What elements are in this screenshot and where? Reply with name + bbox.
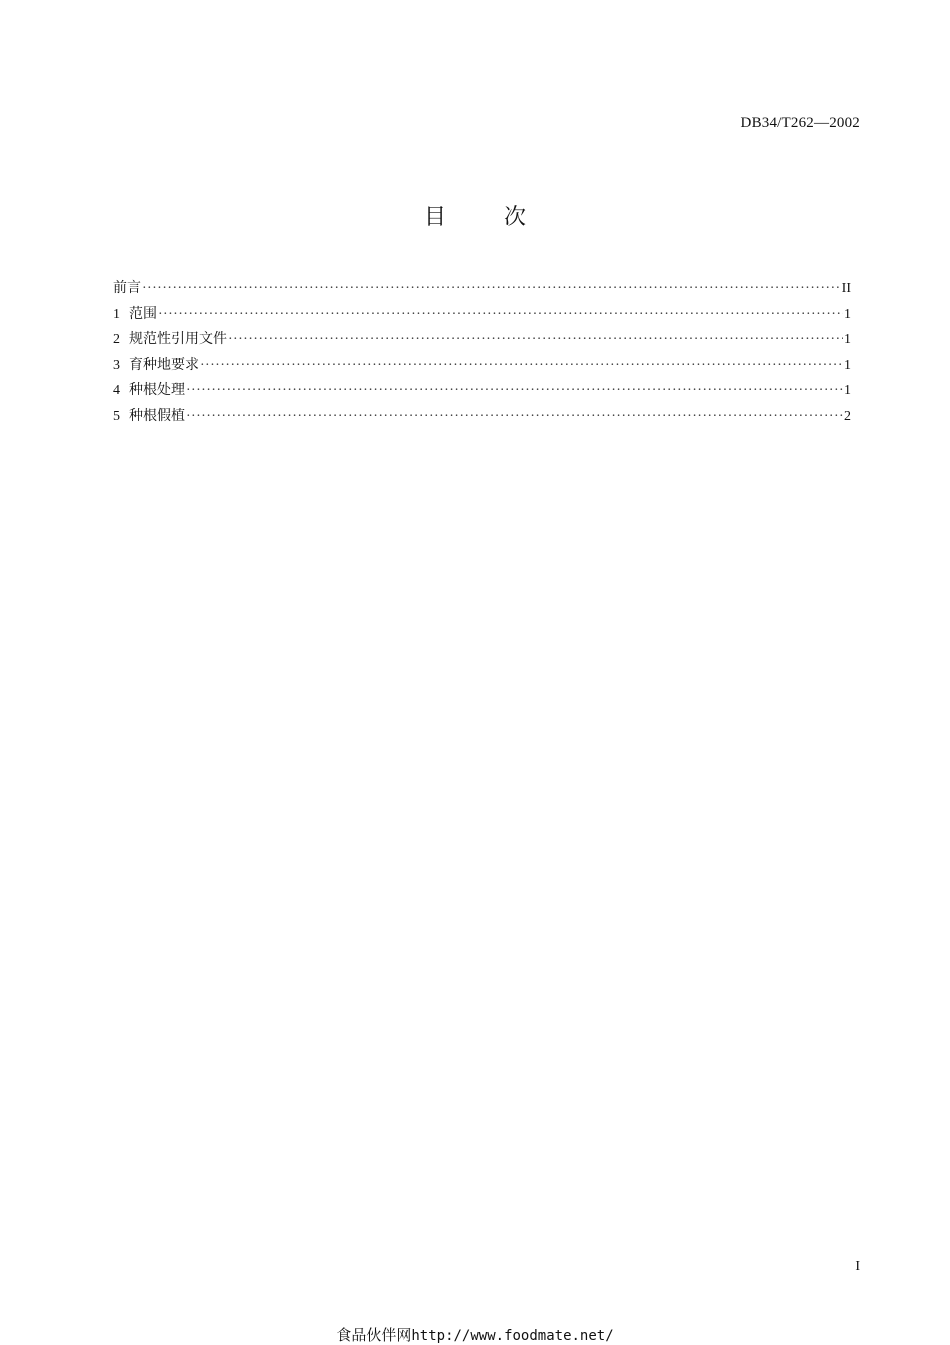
dot-leader (228, 327, 843, 353)
toc-entry-label: 前言 (113, 280, 141, 296)
toc-entry-number: 2 (113, 332, 120, 348)
toc-entry-number: 4 (113, 383, 120, 399)
dot-leader (142, 276, 841, 302)
document-code: DB34/T262—2002 (740, 115, 860, 131)
dot-leader (186, 404, 843, 430)
toc-entry-number: 3 (113, 357, 120, 373)
toc-entry-page: 1 (844, 332, 851, 348)
page-number: I (855, 1259, 860, 1274)
toc-entry-label: 种根假植 (129, 407, 185, 424)
dot-leader (186, 378, 843, 404)
toc-entry-number: 5 (113, 408, 120, 424)
toc-entry-page: 1 (844, 357, 851, 373)
table-of-contents (113, 276, 851, 430)
dot-leader (158, 302, 843, 328)
toc-entry-scope[interactable] (113, 302, 851, 328)
toc-entry-label: 种根处理 (129, 382, 185, 399)
toc-entry-root-heeling-in[interactable] (113, 404, 851, 430)
footer-url-link[interactable]: http://www.foodmate.net/ (411, 1328, 614, 1344)
toc-entry-nursery-requirements[interactable] (113, 353, 851, 379)
toc-entry-number: 1 (113, 306, 120, 322)
toc-entry-label: 育种地要求 (129, 356, 199, 373)
toc-entry-label: 规范性引用文件 (129, 331, 227, 348)
toc-entry-normative-references[interactable] (113, 327, 851, 353)
toc-entry-page: 1 (844, 306, 851, 322)
footer (0, 1324, 950, 1345)
toc-title: 目次 (423, 205, 584, 230)
footer-site-name: 食品伙伴网 (336, 1326, 412, 1344)
toc-entry-page: 1 (844, 383, 851, 399)
toc-entry-root-treatment[interactable] (113, 378, 851, 404)
toc-entry-label: 范围 (129, 305, 157, 322)
dot-leader (200, 353, 843, 379)
toc-entry-foreword[interactable] (113, 276, 851, 302)
toc-entry-page: 2 (844, 408, 851, 424)
toc-entry-page: II (841, 281, 851, 296)
